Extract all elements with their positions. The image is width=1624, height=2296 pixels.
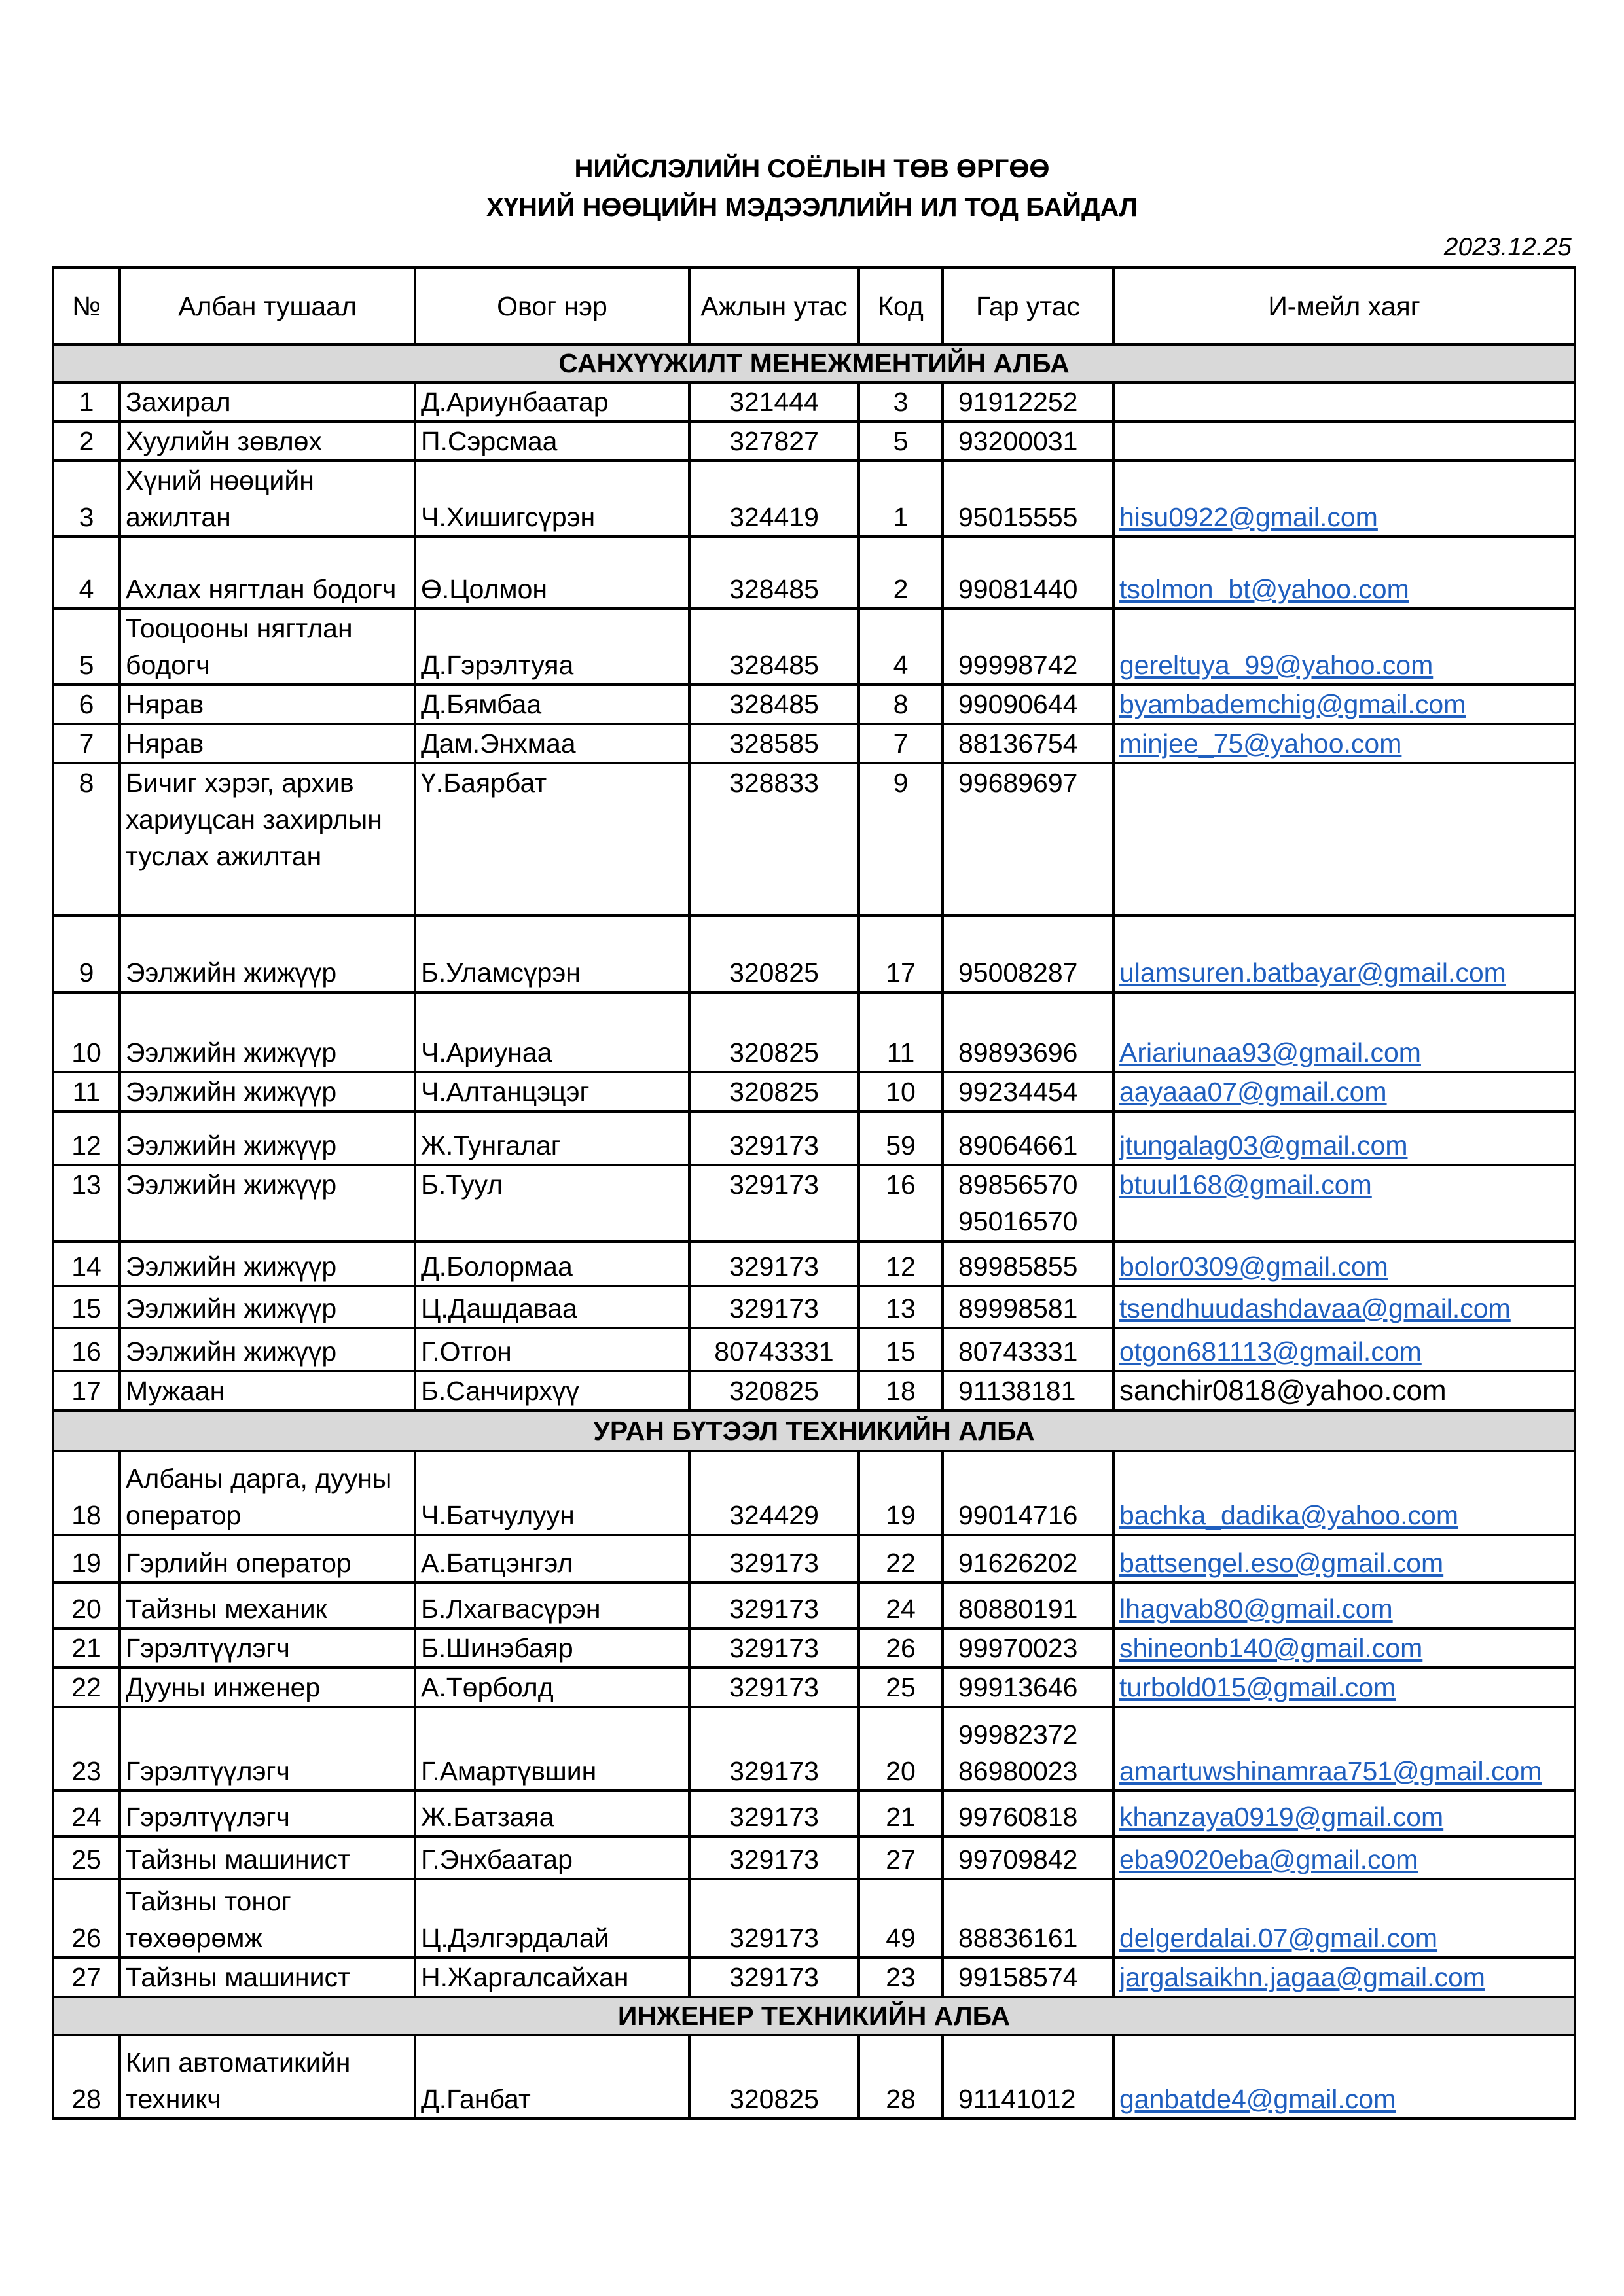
row-number: 12	[53, 1111, 120, 1165]
row-number: 9	[53, 916, 120, 992]
code-cell: 7	[859, 724, 943, 763]
code-cell: 15	[859, 1328, 943, 1371]
email-cell	[1113, 1072, 1575, 1111]
row-number: 6	[53, 685, 120, 724]
work-phone-cell: 324419	[689, 461, 859, 537]
row-number: 14	[53, 1242, 120, 1286]
table-row	[53, 992, 1575, 1072]
work-phone-cell: 328833	[689, 763, 859, 916]
code-cell: 5	[859, 422, 943, 461]
work-phone-cell: 321444	[689, 382, 859, 422]
work-phone-cell: 320825	[689, 1072, 859, 1111]
email-link[interactable]: ulamsuren.batbayar@gmail.com	[1119, 958, 1506, 988]
mobile-number-secondary: 86980023	[958, 1756, 1078, 1786]
position-cell: Захирал	[120, 382, 415, 422]
work-phone-cell: 329173	[689, 1111, 859, 1165]
table-row	[53, 1371, 1575, 1410]
position-cell: Ээлжийн жижүүр	[120, 916, 415, 992]
mobile-cell: 89998581	[943, 1286, 1113, 1328]
mobile-cell: 99081440	[943, 537, 1113, 609]
mobile-number: 89856570	[958, 1170, 1078, 1200]
name-cell: Ч.Ариунаа	[415, 992, 689, 1072]
table-row	[53, 685, 1575, 724]
column-header: Ажлын утас	[689, 268, 859, 344]
code-cell: 10	[859, 1072, 943, 1111]
code-cell: 8	[859, 685, 943, 724]
work-phone-cell: 329173	[689, 1958, 859, 1997]
code-cell: 19	[859, 1451, 943, 1535]
mobile-cell: 99760818	[943, 1791, 1113, 1837]
work-phone-cell: 328485	[689, 537, 859, 609]
table-row	[53, 1879, 1575, 1958]
code-cell: 1	[859, 461, 943, 537]
table-row	[53, 1328, 1575, 1371]
code-cell: 21	[859, 1791, 943, 1837]
position-cell: Тайзны тоног төхөөрөмж	[120, 1879, 415, 1958]
name-cell: Б.Уламсүрэн	[415, 916, 689, 992]
row-number: 11	[53, 1072, 120, 1111]
mobile-cell: 80743331	[943, 1328, 1113, 1371]
name-cell: Д.Гэрэлтуяа	[415, 609, 689, 685]
position-cell: Нярав	[120, 724, 415, 763]
code-cell: 2	[859, 537, 943, 609]
row-number: 15	[53, 1286, 120, 1328]
column-header: Албан тушаал	[120, 268, 415, 344]
row-number: 19	[53, 1535, 120, 1583]
name-cell: Ү.Баярбат	[415, 763, 689, 916]
email-cell	[1113, 1328, 1575, 1371]
mobile-cell: 99234454	[943, 1072, 1113, 1111]
name-cell: Ж.Тунгалаг	[415, 1111, 689, 1165]
work-phone-cell: 329173	[689, 1242, 859, 1286]
email-link[interactable]: battsengel.eso@gmail.com	[1119, 1548, 1444, 1578]
work-phone-cell: 320825	[689, 2035, 859, 2119]
email-cell	[1113, 1451, 1575, 1535]
code-cell: 49	[859, 1879, 943, 1958]
table-row	[53, 1583, 1575, 1628]
email-link[interactable]: ganbatde4@gmail.com	[1119, 2084, 1396, 2114]
email-link[interactable]: byambademchig@gmail.com	[1119, 689, 1466, 719]
row-number: 3	[53, 461, 120, 537]
table-row	[53, 763, 1575, 916]
row-number: 25	[53, 1837, 120, 1879]
mobile-cell: 99158574	[943, 1958, 1113, 1997]
email-cell	[1113, 382, 1575, 422]
section-title: ИНЖЕНЕР ТЕХНИКИЙН АЛБА	[53, 1997, 1575, 2035]
position-cell: Бичиг хэрэг, архив хариуцсан захирлын туслах ажилтан	[120, 763, 415, 916]
email-link[interactable]: bolor0309@gmail.com	[1119, 1251, 1388, 1282]
name-cell: Ч.Алтанцэцэг	[415, 1072, 689, 1111]
position-cell: Нярав	[120, 685, 415, 724]
mobile-cell: 95008287	[943, 916, 1113, 992]
code-cell: 18	[859, 1371, 943, 1410]
work-phone-cell: 329173	[689, 1837, 859, 1879]
work-phone-cell: 329173	[689, 1791, 859, 1837]
code-cell: 13	[859, 1286, 943, 1328]
column-header: И-мейл хаяг	[1113, 268, 1575, 344]
position-cell: Тайзны машинист	[120, 1837, 415, 1879]
name-cell: Ө.Цолмон	[415, 537, 689, 609]
row-number: 27	[53, 1958, 120, 1997]
section-header-row	[53, 1410, 1575, 1451]
table-row	[53, 1707, 1575, 1791]
email-link[interactable]: jargalsaikhn.jagaa@gmail.com	[1119, 1962, 1485, 1992]
code-cell: 4	[859, 609, 943, 685]
position-cell: Ээлжийн жижүүр	[120, 992, 415, 1072]
mobile-cell: 99689697	[943, 763, 1113, 916]
document-date: 2023.12.25	[1443, 233, 1572, 261]
work-phone-cell: 329173	[689, 1628, 859, 1668]
code-cell: 27	[859, 1837, 943, 1879]
table-row	[53, 382, 1575, 422]
table-row	[53, 1837, 1575, 1879]
code-cell: 3	[859, 382, 943, 422]
position-cell: Тайзны механик	[120, 1583, 415, 1628]
email-cell	[1113, 2035, 1575, 2119]
table-row	[53, 1451, 1575, 1535]
table-row	[53, 537, 1575, 609]
mobile-cell: 99090644	[943, 685, 1113, 724]
code-cell: 59	[859, 1111, 943, 1165]
email-cell	[1113, 1286, 1575, 1328]
position-cell: Кип автоматикийн техникч	[120, 2035, 415, 2119]
code-cell: 12	[859, 1242, 943, 1286]
mobile-cell: 95015555	[943, 461, 1113, 537]
email-cell	[1113, 992, 1575, 1072]
name-cell: П.Сэрсмаа	[415, 422, 689, 461]
code-cell: 25	[859, 1668, 943, 1707]
email-link[interactable]: shineonb140@gmail.com	[1119, 1633, 1423, 1663]
table-row	[53, 2035, 1575, 2119]
row-number: 20	[53, 1583, 120, 1628]
email-link[interactable]: btuul168@gmail.com	[1119, 1170, 1372, 1200]
email-cell	[1113, 1707, 1575, 1791]
mobile-cell: 91138181	[943, 1371, 1113, 1410]
mobile-cell: 91141012	[943, 2035, 1113, 2119]
mobile-cell: 99014716	[943, 1451, 1113, 1535]
mobile-cell: 88836161	[943, 1879, 1113, 1958]
position-cell: Хүний нөөцийн ажилтан	[120, 461, 415, 537]
name-cell: Б.Лхагвасүрэн	[415, 1583, 689, 1628]
section-title: САНХҮҮЖИЛТ МЕНЕЖМЕНТИЙН АЛБА	[53, 344, 1575, 382]
table-header-row	[53, 268, 1575, 344]
row-number: 4	[53, 537, 120, 609]
email-cell	[1113, 1628, 1575, 1668]
name-cell: Дам.Энхмаа	[415, 724, 689, 763]
email-link[interactable]: tsolmon_bt@yahoo.com	[1119, 574, 1409, 604]
name-cell: Ч.Батчулуун	[415, 1451, 689, 1535]
email-cell	[1113, 1165, 1575, 1242]
code-cell: 23	[859, 1958, 943, 1997]
email-link[interactable]: eba9020eba@gmail.com	[1119, 1844, 1418, 1874]
name-cell: Б.Шинэбаяр	[415, 1628, 689, 1668]
row-number: 17	[53, 1371, 120, 1410]
position-cell: Хуулийн зөвлөх	[120, 422, 415, 461]
email-link[interactable]: delgerdalai.07@gmail.com	[1119, 1923, 1438, 1953]
email-cell	[1113, 1242, 1575, 1286]
position-cell: Мужаан	[120, 1371, 415, 1410]
email-link[interactable]: lhagvab80@gmail.com	[1119, 1594, 1393, 1624]
work-phone-cell: 329173	[689, 1165, 859, 1242]
mobile-cell: 88136754	[943, 724, 1113, 763]
name-cell: Г.Амартүвшин	[415, 1707, 689, 1791]
mobile-number: 99982372	[958, 1719, 1078, 1749]
table-row	[53, 1668, 1575, 1707]
email-link[interactable]: tsendhuudashdavaa@gmail.com	[1119, 1293, 1511, 1323]
name-cell: А.Төрболд	[415, 1668, 689, 1707]
work-phone-cell: 329173	[689, 1668, 859, 1707]
email-cell	[1113, 916, 1575, 992]
row-number: 8	[53, 763, 120, 916]
name-cell: Ч.Хишигсүрэн	[415, 461, 689, 537]
row-number: 7	[53, 724, 120, 763]
position-cell: Гэрэлтүүлэгч	[120, 1707, 415, 1791]
row-number: 28	[53, 2035, 120, 2119]
code-cell: 11	[859, 992, 943, 1072]
section-title: УРАН БҮТЭЭЛ ТЕХНИКИЙН АЛБА	[53, 1410, 1575, 1451]
row-number: 23	[53, 1707, 120, 1791]
code-cell: 24	[859, 1583, 943, 1628]
column-header: №	[53, 268, 120, 344]
position-cell: Ээлжийн жижүүр	[120, 1165, 415, 1242]
email-cell	[1113, 685, 1575, 724]
staff-table	[52, 266, 1576, 2120]
mobile-cell: 99970023	[943, 1628, 1113, 1668]
email-link[interactable]: hisu0922@gmail.com	[1119, 502, 1378, 532]
position-cell: Албаны дарга, дууны оператор	[120, 1451, 415, 1535]
email-cell	[1113, 1879, 1575, 1958]
work-phone-cell: 328485	[689, 609, 859, 685]
document-subtitle: ХҮНИЙ НӨӨЦИЙН МЭДЭЭЛЛИЙН ИЛ ТОД БАЙДАЛ	[486, 193, 1138, 222]
email-cell	[1113, 1791, 1575, 1837]
email-cell	[1113, 1583, 1575, 1628]
email-cell	[1113, 1668, 1575, 1707]
table-row	[53, 1286, 1575, 1328]
section-header-row	[53, 1997, 1575, 2035]
position-cell: Ээлжийн жижүүр	[120, 1242, 415, 1286]
work-phone-cell: 324429	[689, 1451, 859, 1535]
table-row	[53, 1165, 1575, 1242]
work-phone-cell: 329173	[689, 1707, 859, 1791]
column-header: Овог нэр	[415, 268, 689, 344]
code-cell: 9	[859, 763, 943, 916]
email-cell	[1113, 461, 1575, 537]
name-cell: А.Батцэнгэл	[415, 1535, 689, 1583]
work-phone-cell: 328585	[689, 724, 859, 763]
mobile-cell: 91626202	[943, 1535, 1113, 1583]
row-number: 13	[53, 1165, 120, 1242]
mobile-cell: 91912252	[943, 382, 1113, 422]
code-cell: 22	[859, 1535, 943, 1583]
email-link[interactable]: amartuwshinamraa751@gmail.com	[1119, 1756, 1542, 1786]
table-row	[53, 1072, 1575, 1111]
position-cell: Ахлах нягтлан бодогч	[120, 537, 415, 609]
name-cell: Ж.Батзаяа	[415, 1791, 689, 1837]
row-number: 21	[53, 1628, 120, 1668]
email-cell	[1113, 1837, 1575, 1879]
work-phone-cell: 80743331	[689, 1328, 859, 1371]
row-number: 5	[53, 609, 120, 685]
row-number: 2	[53, 422, 120, 461]
work-phone-cell: 320825	[689, 1371, 859, 1410]
table-row	[53, 1111, 1575, 1165]
mobile-cell: 89064661	[943, 1111, 1113, 1165]
table-row	[53, 461, 1575, 537]
name-cell: Г.Отгон	[415, 1328, 689, 1371]
name-cell: Д.Ганбат	[415, 2035, 689, 2119]
table-row	[53, 724, 1575, 763]
email-cell	[1113, 1111, 1575, 1165]
name-cell: Ц.Дашдаваа	[415, 1286, 689, 1328]
code-cell: 26	[859, 1628, 943, 1668]
name-cell: Б.Туул	[415, 1165, 689, 1242]
row-number: 18	[53, 1451, 120, 1535]
mobile-cell: 99709842	[943, 1837, 1113, 1879]
row-number: 10	[53, 992, 120, 1072]
email-link[interactable]: aayaaa07@gmail.com	[1119, 1077, 1387, 1107]
code-cell: 28	[859, 2035, 943, 2119]
column-header: Гар утас	[943, 268, 1113, 344]
position-cell: Гэрэлтүүлэгч	[120, 1628, 415, 1668]
email-cell	[1113, 1958, 1575, 1997]
position-cell: Гэрлийн оператор	[120, 1535, 415, 1583]
name-cell: Ц.Дэлгэрдалай	[415, 1879, 689, 1958]
name-cell: Н.Жаргалсайхан	[415, 1958, 689, 1997]
position-cell: Тооцооны нягтлан бодогч	[120, 609, 415, 685]
mobile-cell: 89893696	[943, 992, 1113, 1072]
email-link[interactable]: jtungalag03@gmail.com	[1119, 1130, 1408, 1160]
mobile-cell: 99998742	[943, 609, 1113, 685]
code-cell: 20	[859, 1707, 943, 1791]
table-row	[53, 1958, 1575, 1997]
position-cell: Тайзны машинист	[120, 1958, 415, 1997]
position-cell: Дууны инженер	[120, 1668, 415, 1707]
mobile-cell: 99913646	[943, 1668, 1113, 1707]
document-title: НИЙСЛЭЛИЙН СОЁЛЫН ТӨВ ӨРГӨӨ	[574, 154, 1050, 183]
email-cell	[1113, 1371, 1575, 1410]
email-cell	[1113, 537, 1575, 609]
work-phone-cell: 328485	[689, 685, 859, 724]
email-link[interactable]: Ariariunaa93@gmail.com	[1119, 1037, 1421, 1067]
work-phone-cell: 329173	[689, 1879, 859, 1958]
position-cell: Гэрэлтүүлэгч	[120, 1791, 415, 1837]
email-cell	[1113, 763, 1575, 916]
row-number: 22	[53, 1668, 120, 1707]
email-link: sanchir0818@yahoo.com	[1119, 1374, 1447, 1407]
mobile-cell: 93200031	[943, 422, 1113, 461]
position-cell: Ээлжийн жижүүр	[120, 1286, 415, 1328]
table-row	[53, 609, 1575, 685]
mobile-cell	[943, 1707, 1113, 1791]
position-cell: Ээлжийн жижүүр	[120, 1111, 415, 1165]
email-cell	[1113, 609, 1575, 685]
row-number: 24	[53, 1791, 120, 1837]
work-phone-cell: 320825	[689, 916, 859, 992]
table-row	[53, 1535, 1575, 1583]
table-row	[53, 422, 1575, 461]
name-cell: Д.Болормаа	[415, 1242, 689, 1286]
name-cell: Д.Бямбаа	[415, 685, 689, 724]
work-phone-cell: 329173	[689, 1535, 859, 1583]
row-number: 1	[53, 382, 120, 422]
row-number: 16	[53, 1328, 120, 1371]
row-number: 26	[53, 1879, 120, 1958]
name-cell: Б.Санчирхүү	[415, 1371, 689, 1410]
mobile-cell: 89985855	[943, 1242, 1113, 1286]
column-header: Код	[859, 268, 943, 344]
email-cell	[1113, 422, 1575, 461]
position-cell: Ээлжийн жижүүр	[120, 1328, 415, 1371]
mobile-number-secondary: 95016570	[958, 1206, 1078, 1236]
code-cell: 17	[859, 916, 943, 992]
table-row	[53, 916, 1575, 992]
work-phone-cell: 327827	[689, 422, 859, 461]
mobile-cell	[943, 1165, 1113, 1242]
mobile-cell: 80880191	[943, 1583, 1113, 1628]
code-cell: 16	[859, 1165, 943, 1242]
email-link[interactable]: bachka_dadika@yahoo.com	[1119, 1500, 1459, 1530]
email-link[interactable]: otgon681113@gmail.com	[1119, 1336, 1422, 1367]
table-row	[53, 1242, 1575, 1286]
table-row	[53, 1791, 1575, 1837]
work-phone-cell: 329173	[689, 1583, 859, 1628]
email-link[interactable]: turbold015@gmail.com	[1119, 1672, 1396, 1702]
email-cell	[1113, 724, 1575, 763]
email-link[interactable]: minjee_75@yahoo.com	[1119, 728, 1402, 759]
name-cell: Г.Энхбаатар	[415, 1837, 689, 1879]
email-link[interactable]: khanzaya0919@gmail.com	[1119, 1802, 1444, 1832]
work-phone-cell: 320825	[689, 992, 859, 1072]
name-cell: Д.Ариунбаатар	[415, 382, 689, 422]
email-link[interactable]: gereltuya_99@yahoo.com	[1119, 650, 1434, 680]
section-header-row	[53, 344, 1575, 382]
table-row	[53, 1628, 1575, 1668]
email-cell	[1113, 1535, 1575, 1583]
work-phone-cell: 329173	[689, 1286, 859, 1328]
position-cell: Ээлжийн жижүүр	[120, 1072, 415, 1111]
